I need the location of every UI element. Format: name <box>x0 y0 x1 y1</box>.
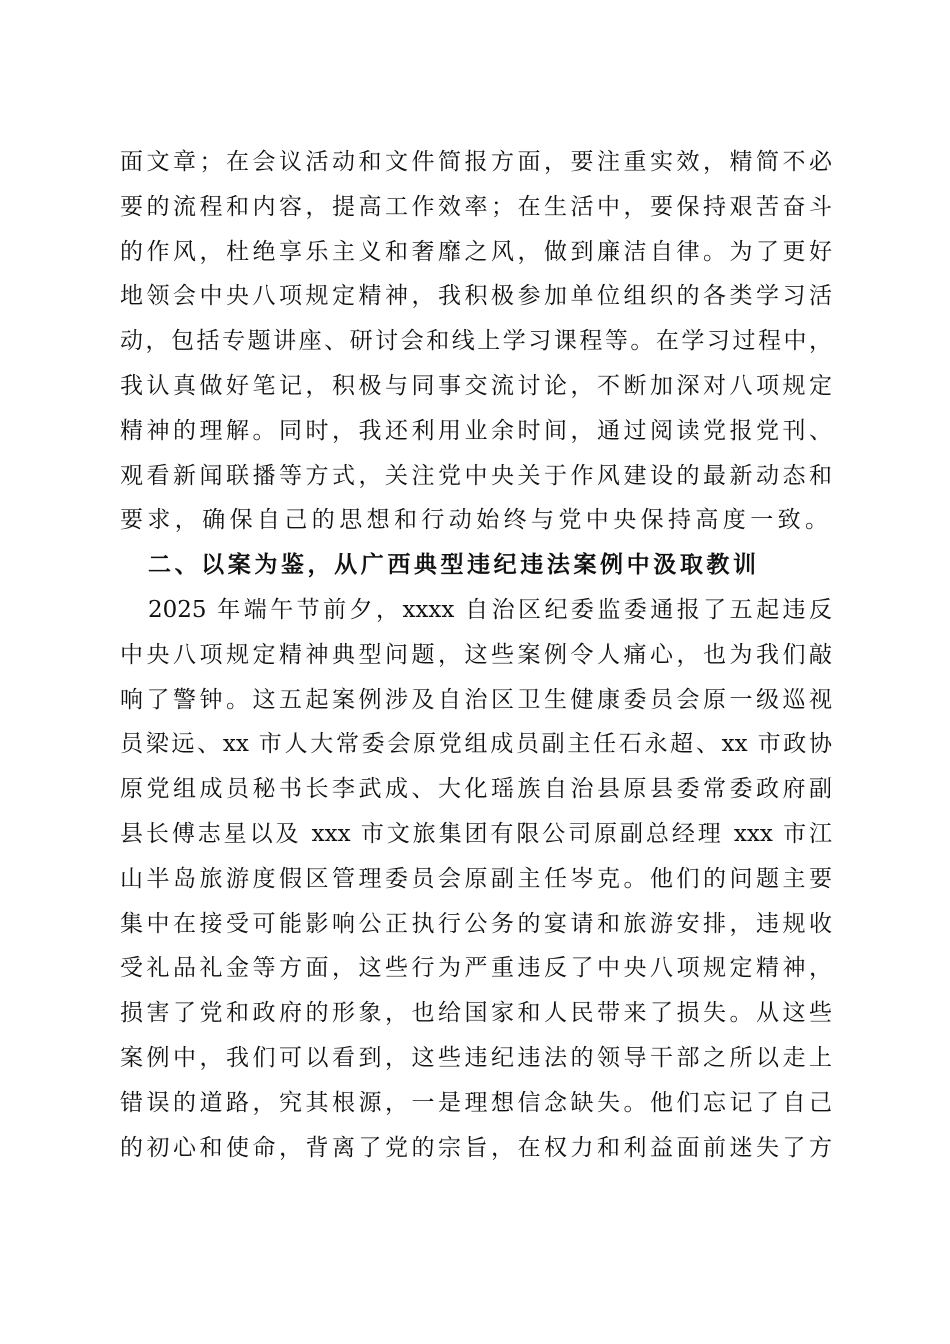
paragraph-line: 原党组成员秘书长李武成、大化瑶族自治县原县委常委政府副 <box>120 776 832 803</box>
paragraph-line: 动，包括专题讲座、研讨会和线上学习课程等。在学习过程中， <box>120 328 832 355</box>
paragraph-line: 响了警钟。这五起案例涉及自治区卫生健康委员会原一级巡视 <box>120 686 832 713</box>
paragraph-line: 面文章；在会议活动和文件简报方面，要注重实效，精简不必 <box>120 149 832 175</box>
paragraph-line: 我认真做好笔记，积极与同事交流讨论，不断加深对八项规定 <box>120 373 832 399</box>
paragraph-line: 受礼品礼金等方面，这些行为严重违反了中央八项规定精神， <box>120 955 832 982</box>
paragraph-line: 错误的道路，究其根源，一是理想信念缺失。他们忘记了自己 <box>120 1089 832 1116</box>
paragraph-line: 集中在接受可能影响公正执行公务的宴请和旅游安排，违规收 <box>120 910 832 937</box>
paragraph-line: 要的流程和内容，提高工作效率；在生活中，要保持艰苦奋斗 <box>120 193 832 220</box>
paragraph-line: 的作风，杜绝享乐主义和奢靡之风，做到廉洁自律。为了更好 <box>120 238 832 265</box>
section-heading: 二、以案为鉴，从广西典型违纪违法案例中汲取教训 <box>148 552 756 579</box>
paragraph-line: 精神的理解。同时，我还利用业余时间，通过阅读党报党刊、 <box>120 417 832 444</box>
paragraph-line: 中央八项规定精神典型问题，这些案例令人痛心，也为我们敲 <box>120 641 832 668</box>
paragraph-line: 损害了党和政府的形象，也给国家和人民带来了损失。从这些 <box>120 1000 832 1027</box>
paragraph-line: 案例中，我们可以看到，这些违纪违法的领导干部之所以走上 <box>120 1045 832 1071</box>
paragraph-line: 的初心和使命，背离了党的宗旨，在权力和利益面前迷失了方 <box>120 1134 832 1161</box>
paragraph-line: 县长傅志星以及 xxx 市文旅集团有限公司原副总经理 xxx 市江 <box>120 821 832 847</box>
paragraph-line: 山半岛旅游度假区管理委员会原副主任岑克。他们的问题主要 <box>120 865 832 892</box>
paragraph-line: 要求，确保自己的思想和行动始终与党中央保持高度一致。 <box>120 507 833 534</box>
paragraph-line: 观看新闻联播等方式，关注党中央关于作风建设的最新动态和 <box>120 462 832 489</box>
paragraph-line: 员梁远、xx 市人大常委会原党组成员副主任石永超、xx 市政协 <box>120 731 832 758</box>
paragraph-line: 地领会中央八项规定精神，我积极参加单位组织的各类学习活 <box>120 283 832 310</box>
paragraph-line: 2025 年端午节前夕，xxxx 自治区纪委监委通报了五起违反 <box>148 597 832 623</box>
